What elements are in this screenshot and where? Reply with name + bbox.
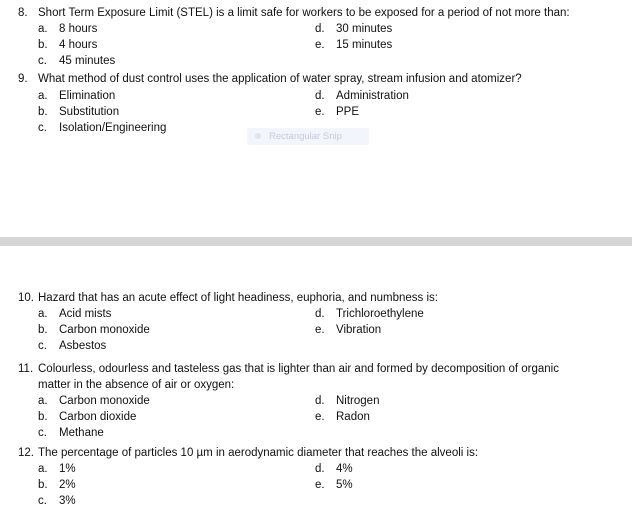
question-12 xyxy=(18,446,478,461)
option-8b xyxy=(38,38,97,53)
option-11a xyxy=(38,394,150,409)
option-text: Radon xyxy=(336,411,370,423)
option-letter: c. xyxy=(38,495,47,507)
question-10 xyxy=(18,291,438,306)
snip-tooltip-label: Rectangular Snip xyxy=(269,131,342,142)
option-letter: d. xyxy=(315,308,325,320)
option-text: Nitrogen xyxy=(336,395,380,407)
page-break-divider xyxy=(0,237,632,246)
option-text: Methane xyxy=(59,427,104,439)
option-text: 30 minutes xyxy=(336,23,393,35)
option-letter: a. xyxy=(38,23,48,35)
option-letter: c. xyxy=(38,427,47,439)
option-letter: b. xyxy=(38,411,48,423)
option-11d xyxy=(315,394,379,409)
option-12b xyxy=(38,478,76,493)
snip-dot-icon xyxy=(255,133,261,139)
option-letter: a. xyxy=(38,308,48,320)
option-letter: d. xyxy=(315,90,325,102)
option-letter: c. xyxy=(38,55,47,67)
option-letter: a. xyxy=(38,463,48,475)
option-text: Administration xyxy=(336,90,409,102)
option-letter: c. xyxy=(38,122,47,134)
option-text: 3% xyxy=(59,495,76,507)
option-8a xyxy=(38,22,97,37)
option-letter: b. xyxy=(38,106,48,118)
option-letter: e. xyxy=(315,39,325,51)
option-letter: e. xyxy=(315,106,325,118)
option-8e xyxy=(315,38,392,53)
question-text: Hazard that has an acute effect of light headiness, euphoria, and numbness is: xyxy=(38,292,438,304)
question-text: The percentage of particles 10 µm in aerodynamic diameter that reaches the alveoli is: xyxy=(38,447,479,459)
option-9e xyxy=(315,105,359,120)
option-text: 5% xyxy=(336,479,353,491)
option-10e xyxy=(315,323,381,338)
option-letter: b. xyxy=(38,479,48,491)
option-text: Isolation/Engineering xyxy=(59,122,167,134)
option-letter: e. xyxy=(315,324,325,336)
option-letter: d. xyxy=(315,23,325,35)
option-letter: d. xyxy=(315,463,325,475)
option-10c xyxy=(38,339,106,354)
option-12a xyxy=(38,462,76,477)
option-text: Vibration xyxy=(336,324,382,336)
question-number: 10. xyxy=(18,292,34,304)
option-text: Carbon dioxide xyxy=(59,411,137,423)
option-12e xyxy=(315,478,353,493)
question-number: 9. xyxy=(18,73,28,85)
option-9a xyxy=(38,89,115,104)
question-text: Short Term Exposure Limit (STEL) is a limit safe for workers to be exposed for a period of not more than: xyxy=(38,7,570,19)
option-10b xyxy=(38,323,150,338)
question-text: What method of dust control uses the application of water spray, stream infusion and atomizer? xyxy=(38,73,522,85)
option-12d xyxy=(315,462,353,477)
option-letter: e. xyxy=(315,411,325,423)
option-10a xyxy=(38,307,111,322)
option-text: 4 hours xyxy=(59,39,98,51)
option-text: 1% xyxy=(59,463,76,475)
option-11b xyxy=(38,410,136,425)
option-text: Elimination xyxy=(59,90,116,102)
question-text-line-2: matter in the absence of air or oxygen: xyxy=(38,379,235,391)
option-text: 15 minutes xyxy=(336,39,393,51)
option-letter: c. xyxy=(38,340,47,352)
option-8c xyxy=(38,54,115,69)
option-letter: a. xyxy=(38,90,48,102)
option-11e xyxy=(315,410,370,425)
question-11 xyxy=(18,362,559,377)
question-number: 8. xyxy=(18,7,28,19)
option-10d xyxy=(315,307,424,322)
option-text: 2% xyxy=(59,479,76,491)
option-8d xyxy=(315,22,392,37)
option-letter: b. xyxy=(38,39,48,51)
option-9b xyxy=(38,105,119,120)
option-letter: d. xyxy=(315,395,325,407)
option-9d xyxy=(315,89,409,104)
option-text: 4% xyxy=(336,463,353,475)
option-letter: b. xyxy=(38,324,48,336)
question-number: 11. xyxy=(18,363,34,375)
option-text: PPE xyxy=(336,106,360,118)
rectangular-snip-tooltip[interactable] xyxy=(247,128,369,145)
option-text: Acid mists xyxy=(59,308,112,320)
option-text: Carbon monoxide xyxy=(59,395,150,407)
question-text-line-1: Colourless, odourless and tasteless gas that is lighter than air and formed by decomposition of organic xyxy=(38,363,559,375)
question-9 xyxy=(18,72,522,87)
option-text: 45 minutes xyxy=(59,55,116,67)
option-9c xyxy=(38,121,166,136)
question-number: 12. xyxy=(18,447,34,459)
option-text: Asbestos xyxy=(59,340,107,352)
option-text: Carbon monoxide xyxy=(59,324,150,336)
option-letter: a. xyxy=(38,395,48,407)
option-text: 8 hours xyxy=(59,23,98,35)
option-11c xyxy=(38,426,104,441)
option-text: Trichloroethylene xyxy=(336,308,424,320)
option-12c xyxy=(38,494,76,509)
option-letter: e. xyxy=(315,479,325,491)
question-8 xyxy=(18,6,570,21)
option-text: Substitution xyxy=(59,106,120,118)
